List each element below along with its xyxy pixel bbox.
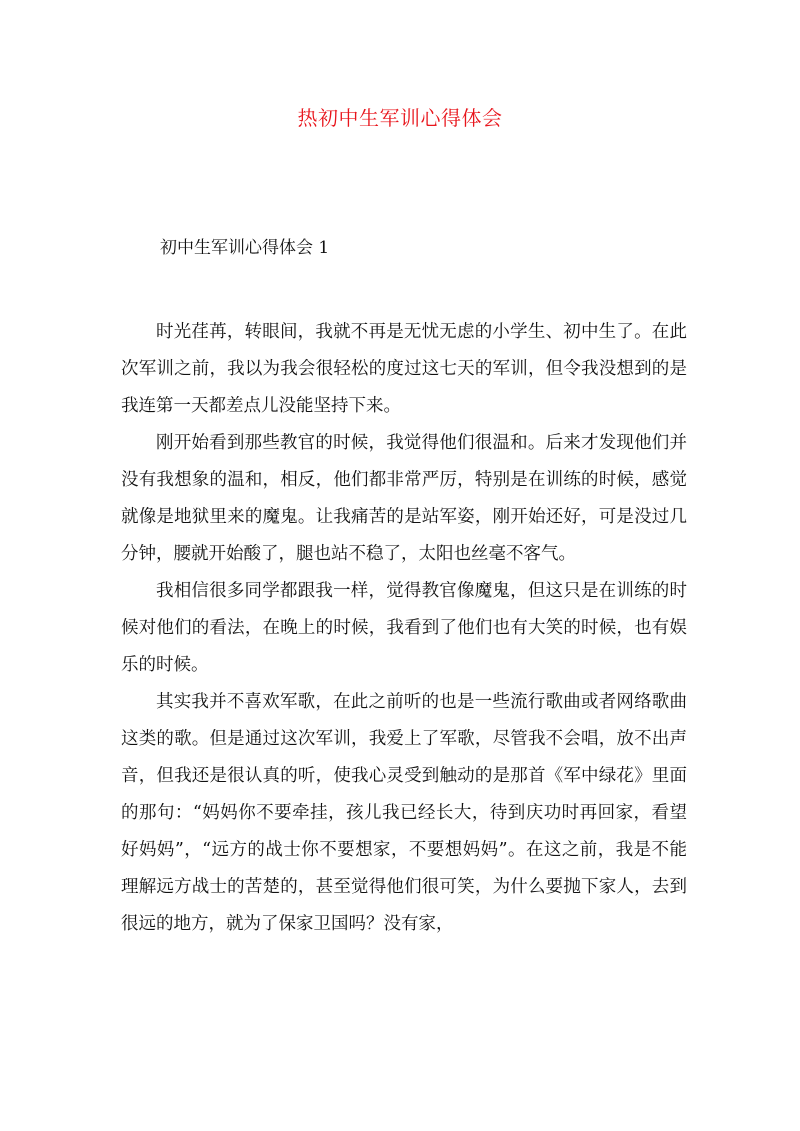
document-body bbox=[121, 314, 687, 943]
paragraph-4: 其实我并不喜欢军歌，在此之前听的也是一些流行歌曲或者网络歌曲这类的歌。但是通过这次军训，我爱上了军歌，尽管我不会唱，放不出声音，但我还是很认真的听，使我心灵受到触动的是那首《军中绿花》里面的那句：“妈妈你不要牵挂，孩儿我已经长大，待到庆功时再回家，看望好妈妈”，“远方的战士你不要想家，不要想妈妈”。在这之前，我是不能理解远方战士的苦楚的，甚至觉得他们很可笑，为什么要抛下家人，去到很远的地方，就为了保家卫国吗？没有家， bbox=[121, 692, 687, 934]
paragraph-3: 我相信很多同学都跟我一样，觉得教官像魔鬼，但这只是在训练的时候对他们的看法，在晚上的时候，我看到了他们也有大笑的时候，也有娱乐的时候。 bbox=[121, 581, 687, 675]
paragraph-2: 刚开始看到那些教官的时候，我觉得他们很温和。后来才发现他们并没有我想象的温和，相反，他们都非常严厉，特别是在训练的时候，感觉就像是地狱里来的魔鬼。让我痛苦的是站军姿，刚开始还好，可是没过几分钟，腰就开始酸了，腿也站不稳了，太阳也丝毫不客气。 bbox=[121, 433, 687, 564]
paragraph-1: 时光荏苒，转眼间，我就不再是无忧无虑的小学生、初中生了。在此次军训之前，我以为我会很轻松的度过这七天的军训，但令我没想到的是我连第一天都差点儿没能坚持下来。 bbox=[121, 322, 687, 416]
document-title: 热初中生军训心得体会 bbox=[297, 106, 503, 130]
section-heading: 初中生军训心得体会 1 bbox=[160, 238, 330, 258]
